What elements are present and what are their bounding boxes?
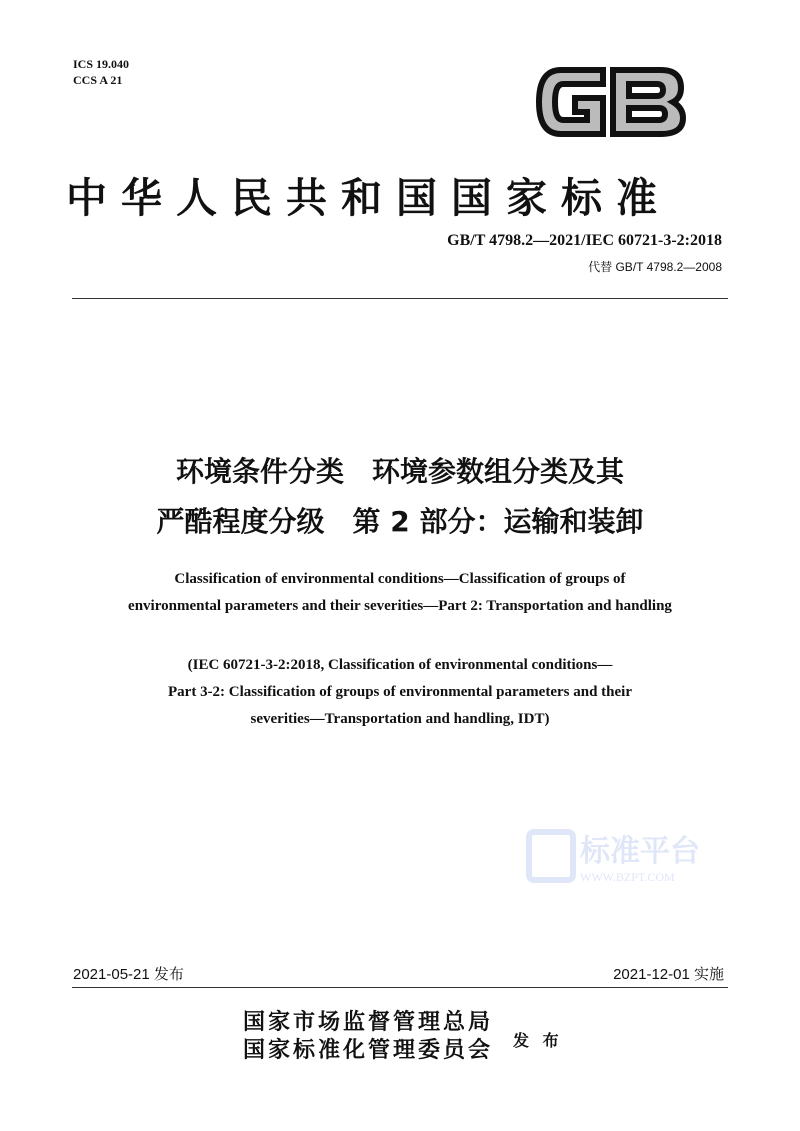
title-cn-line-2: 严酷程度分级 第 2 部分：运输和装卸 bbox=[156, 505, 644, 538]
idt-line-3: severities—Transportation and handling, IDT) bbox=[250, 711, 550, 727]
title-en-line-1: Classification of environmental conditions—Classification of groups of bbox=[174, 571, 626, 587]
watermark-brand: 标准平台 bbox=[580, 834, 700, 869]
national-standard-heading: 中华人民共和国国家标准 bbox=[66, 174, 671, 222]
replaces-standard: 代替 GB/T 4798.2—2008 bbox=[588, 260, 722, 274]
ics-code: ICS 19.040 bbox=[73, 57, 130, 71]
publisher-2: 国家标准化管理委员会 bbox=[243, 1037, 494, 1063]
standard-number: GB/T 4798.2—2021/IEC 60721-3-2:2018 bbox=[447, 232, 722, 249]
divider bbox=[72, 987, 728, 988]
publishers bbox=[243, 1008, 493, 1064]
issue-date: 2021-05-21 发布 bbox=[73, 966, 184, 983]
watermark-url: WWW.BZPT.COM bbox=[580, 870, 675, 884]
idt-line-2: Part 3-2: Classification of groups of environmental parameters and their bbox=[168, 684, 632, 700]
title-cn-line-1: 环境条件分类 环境参数组分类及其 bbox=[175, 455, 624, 488]
classification-codes bbox=[73, 56, 129, 88]
publisher-1: 国家市场监督管理总局 bbox=[243, 1009, 494, 1035]
idt-line-1: (IEC 60721-3-2:2018, Classification of environmental conditions— bbox=[187, 657, 613, 673]
watermark bbox=[526, 826, 700, 885]
title-en-line-2: environmental parameters and their severities—Part 2: Transportation and handling bbox=[128, 598, 672, 614]
bzpt-logo-icon bbox=[526, 829, 576, 883]
effective-date: 2021-12-01 实施 bbox=[613, 966, 724, 983]
divider bbox=[72, 298, 728, 299]
ccs-code: CCS A 21 bbox=[73, 73, 123, 87]
publish-label: 发 布 bbox=[513, 1031, 563, 1050]
gb-logo bbox=[533, 62, 688, 142]
